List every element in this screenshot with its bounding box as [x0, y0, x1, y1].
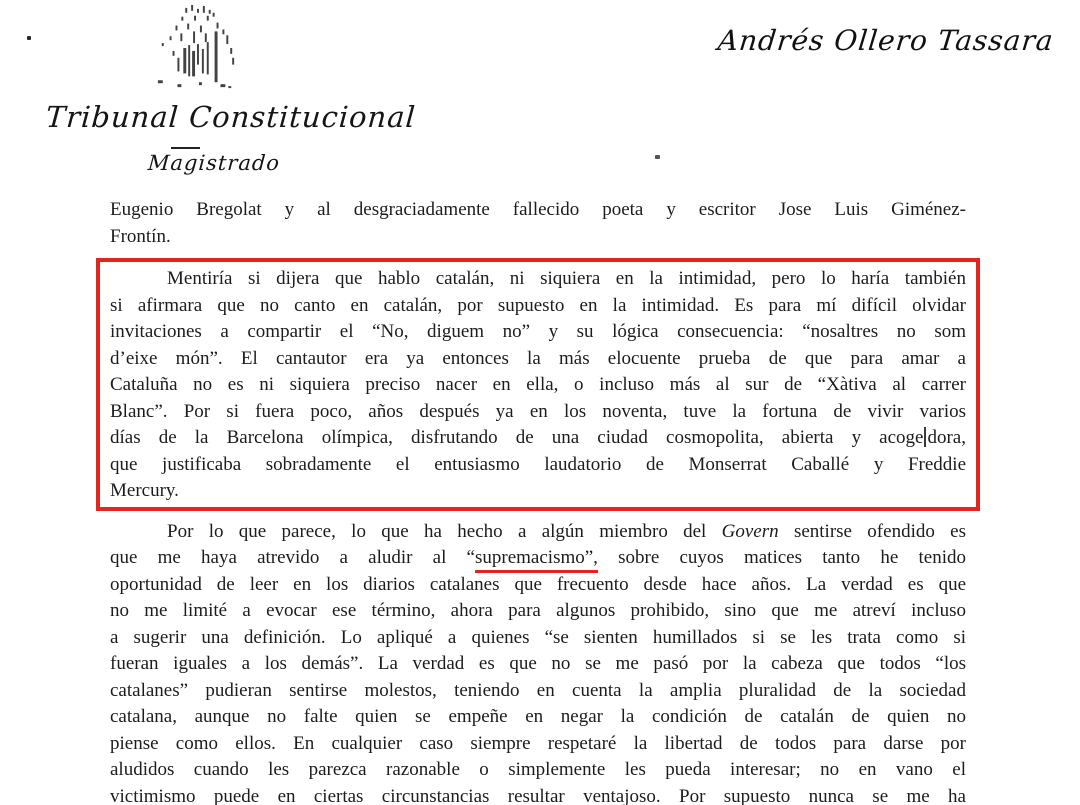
text-run: fueran iguales a los demás”. La verdad es que no se me pasó por la cabeza que todos “los [110, 653, 966, 674]
text-run: Cataluña no es ni siquiera preciso nacer en ella, o incluso más al sur de “Xàtiva al carrer [110, 374, 966, 395]
text-run: sentirse ofendido es [778, 520, 966, 542]
text-run: Por lo que parece, lo que ha hecho a algún miembro del [167, 520, 722, 542]
text-line [110, 598, 966, 625]
text-run: oportunidad de leer en los diarios catalanes que frecuento desde hace años. La verdad es que [110, 573, 966, 595]
institution-name: Tribunal Constitucional [44, 100, 418, 134]
institution-divider [171, 147, 200, 149]
italic-word: Govern [721, 520, 779, 542]
text-line [110, 519, 966, 546]
text-line [110, 372, 966, 399]
text-run: invitaciones a compartir el “No, diguem no” y su lógica consecuencia: “nosaltres no som [110, 321, 966, 342]
text-run: no me limité a evocar ese término, ahora para algunos prohibido, sino que me atreví incluso [110, 600, 966, 621]
coat-of-arms-icon [146, 4, 248, 92]
text-line [110, 293, 966, 320]
text-run: días de la Barcelona olímpica, disfrutando de una ciudad cosmopolita, abierta y acoge [110, 427, 924, 448]
text-run: aludidos cuando les parezca razonable o simplemente les pueda interesar; no en vano el [110, 759, 966, 780]
text-line [110, 757, 966, 784]
text-run: que justificaba sobradamente el entusiasmo laudatorio de Monserrat Caballé y Freddie [110, 453, 966, 475]
text-line [110, 545, 966, 572]
text-line [110, 572, 966, 599]
text-run: catalanes” pudieran sentirse molestos, teniendo en cuenta la amplia pluralidad de la sociedad [110, 679, 966, 701]
text-run: Frontín. [110, 225, 171, 247]
text-line [110, 266, 966, 293]
text-line [110, 784, 966, 805]
text-line [110, 731, 966, 758]
text-line [110, 704, 966, 731]
text-run: dora, [927, 427, 966, 448]
signature-name: Andrés Ollero Tassara [716, 24, 1056, 57]
scan-speck [27, 36, 31, 40]
text-run: que me haya atrevido a aludir al “ [110, 547, 475, 568]
text-run: piense como ellos. En cualquier caso siempre respetaré la libertad de todos para darse por [110, 732, 966, 754]
text-line [110, 224, 966, 251]
text-line [110, 478, 966, 505]
text-line [110, 625, 966, 652]
scan-speck [655, 155, 660, 159]
text-line [110, 197, 966, 224]
text-line [110, 678, 966, 705]
text-run: Mentiría si dijera que hablo catalán, ni siquiera en la intimidad, pero lo haría también [167, 268, 966, 289]
text-line [110, 319, 966, 346]
text-line [110, 651, 966, 678]
text-run: d’eixe món”. El cantautor era ya entonces la más elocuente prueba de que para amar a [110, 347, 966, 369]
text-run: a sugerir una definición. Lo apliqué a quienes “se sienten humillados si se les trata como si [110, 626, 966, 648]
text-run: catalana, aunque no falte quien se empeñe en negar la condición de catalán de quien no [110, 706, 966, 727]
text-line [110, 452, 966, 479]
text-run: si afirmara que no canto en catalán, por supuesto en la intimidad. Es para mí difícil olvidar [110, 294, 966, 316]
text-run: sobre cuyos matices tanto he tenido [597, 547, 966, 568]
letter-body [110, 197, 966, 805]
text-run: Mercury. [110, 480, 179, 501]
text-run: victimismo puede en ciertas circunstancias resultar ventajoso. Por supuesto nunca se me ha [110, 785, 966, 805]
paragraph-supremacismo [110, 519, 966, 805]
text-line [110, 346, 966, 373]
highlighted-paragraph-red-box [96, 258, 980, 511]
role-title: Magistrado [147, 151, 281, 175]
text-run: Blanc”. Por si fuera poco, años después ya en los noventa, tuve la fortuna de vivir varios [110, 400, 966, 422]
text-line [110, 425, 966, 452]
text-run: Eugenio Bregolat y al desgraciadamente fallecido poeta y escritor Jose Luis Giménez- [110, 199, 966, 220]
red-underlined-word: supremacismo”, [475, 547, 598, 573]
text-line [110, 399, 966, 426]
paragraph-intro [110, 197, 966, 250]
